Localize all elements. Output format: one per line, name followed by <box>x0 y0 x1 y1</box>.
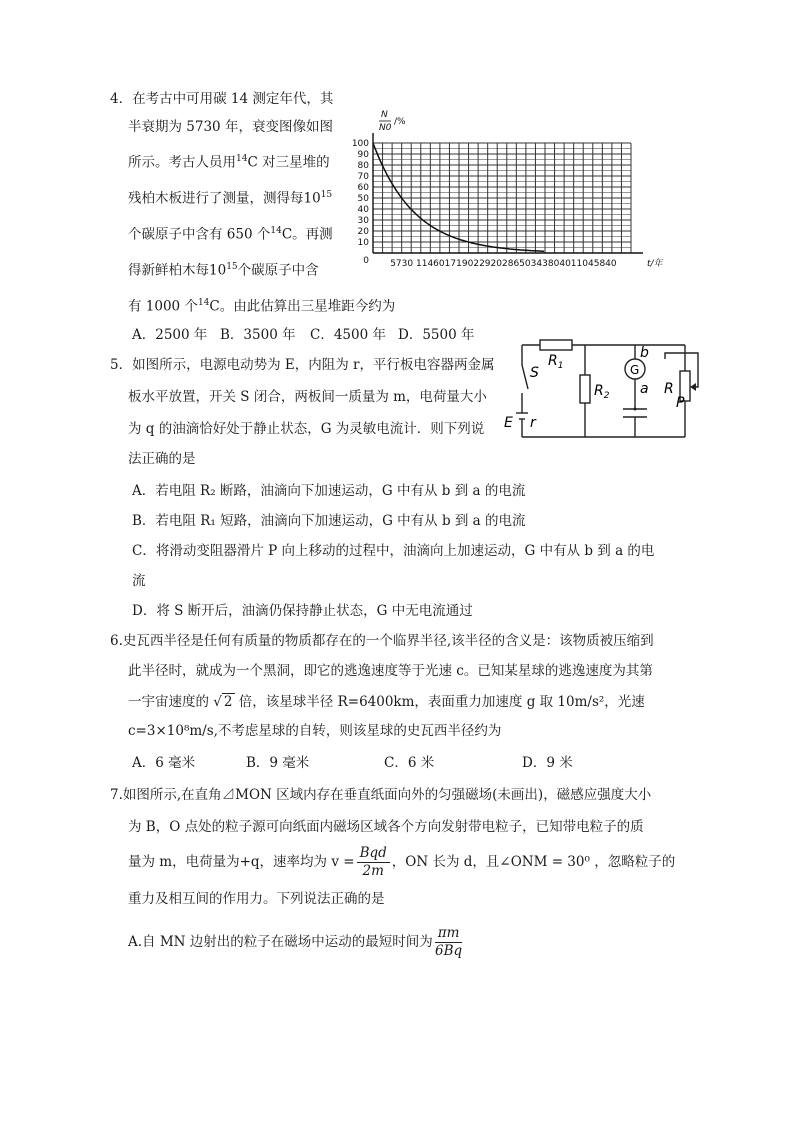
q4-option-c: C．4500 年 <box>310 327 386 343</box>
q5-line-4: 法正确的是 <box>128 451 196 467</box>
time-fraction: $\frac{\pi m}{6Bq}$ <box>435 925 463 959</box>
q6-option-d: D．9 米 <box>522 755 573 771</box>
q4-line-5: 个碳原子中含有 650 个$^{14}$C。再测 <box>128 226 333 243</box>
q5-option-a: A．若电阻 R₂ 断路，油滴向下加速运动，G 中有从 b 到 a 的电流 <box>132 483 526 499</box>
y-tick-label: 30 <box>357 216 369 226</box>
q5-line-1: 5．如图所示，电源电动势为 E，内阻为 r，平行板电容器两金属 <box>110 357 495 373</box>
q6-option-b: B．9 毫米 <box>246 755 310 771</box>
q6-option-c: C．6 米 <box>384 755 435 771</box>
q4-line-7: 有 1000 个$^{14}$C。由此估算出三星堆距今约为 <box>128 298 396 315</box>
decay-chart <box>345 105 690 285</box>
label-p: P <box>676 395 685 411</box>
x-tick-label: 22920 <box>473 259 502 269</box>
y-tick-label: 70 <box>357 172 369 182</box>
label-r1: $R_1$ <box>548 353 564 371</box>
label-b: b <box>640 345 649 361</box>
q6-line-2: 此半径时，就成为一个黑洞，即它的逃逸速度等于光速 c。已知某星球的逃逸速度为其第 <box>128 663 653 679</box>
label-r: R <box>664 381 674 397</box>
x-tick-label: 5730 <box>390 259 414 269</box>
q4-option-b: B．3500 年 <box>220 327 296 343</box>
q4-line-6: 得新鲜柏木每$10^{15}$个碳原子中含 <box>128 262 319 279</box>
q5-line-3: 为 q 的油滴恰好处于静止状态，G 为灵敏电流计．则下列说 <box>128 421 485 437</box>
resistor-r1 <box>540 340 572 350</box>
x-axis-label: t/年 <box>647 259 663 269</box>
label-g: G <box>630 363 640 377</box>
q6-line-4: c=3×10⁸m/s,不考虑星球的自转，则该星球的史瓦西半径约为 <box>128 723 502 739</box>
x-tick-label: 40110 <box>559 259 588 269</box>
q7-line-4: 重力及相互间的作用力。下列说法正确的是 <box>128 891 385 907</box>
label-a: a <box>640 381 649 397</box>
q5-option-d: D．将 S 断开后，油滴仍保持静止状态，G 中无电流通过 <box>132 603 473 619</box>
y-tick-label: 10 <box>357 238 369 248</box>
x-tick-label: 28650 <box>502 259 531 269</box>
q6-line-1: 6.史瓦西半径是任何有质量的物质都存在的一个临界半径,该半径的含义是：该物质被压缩到 <box>110 633 654 649</box>
q7-line-1: 7.如图所示,在直角⊿MON 区域内存在垂直纸面向外的匀强磁场(未画出)，磁感应强度大小 <box>110 787 652 803</box>
x-tick-label: 17190 <box>444 259 474 269</box>
q4-line-4: 残柏木板进行了测量，测得每$10^{15}$ <box>128 190 333 207</box>
label-r-internal: r <box>530 415 536 431</box>
chart-marks <box>352 110 664 269</box>
label-e: E <box>504 415 513 431</box>
slider-p-arrow <box>690 383 696 391</box>
q7-option-a: A.自 MN 边射出的粒子在磁场中运动的最短时间为 $\frac{\pi m}{6Bq}$ <box>128 925 463 959</box>
q5-line-2: 板水平放置，开关 S 闭合，两板间一质量为 m，电荷量大小 <box>128 389 487 405</box>
y-tick-label: 100 <box>351 139 369 149</box>
label-s: S <box>530 365 539 381</box>
origin-label: 0 <box>363 256 369 266</box>
q4-line-2: 半衰期为 5730 年，衰变图像如图 <box>128 119 333 135</box>
y-axis-label-den: N0 <box>379 123 392 133</box>
y-tick-label: 90 <box>357 150 369 160</box>
switch-s <box>522 365 528 389</box>
q5-option-b: B．若电阻 R₁ 短路，油滴向下加速运动，G 中有从 b 到 a 的电流 <box>132 513 526 529</box>
q6-option-a: A．6 毫米 <box>132 755 196 771</box>
circuit-diagram <box>500 335 700 450</box>
y-tick-label: 50 <box>357 194 369 204</box>
y-tick-label: 80 <box>357 161 369 171</box>
q7-line-2: 为 B，O 点处的粒子源可向纸面内磁场区域各个方向发射带电粒子，已知带电粒子的质 <box>128 819 644 835</box>
label-r2: $R_2$ <box>594 383 610 401</box>
q6-line-3: 一宇宙速度的 √ 2 倍，该星球半径 R=6400km，表面重力加速度 g 取 10m/s²，光速 <box>128 694 645 710</box>
q5-option-c: C．将滑动变阻器滑片 P 向上移动的过程中，油滴向上加速运动，G 中有从 b 到 a 的电 <box>132 543 655 559</box>
q7-line-3: 量为 m，电荷量为+q，速率均为 v = $\frac{\text{Bqd}}{2m}$ ，ON 长为 d，且∠ONM = 30⁰ ，忽略粒子的 <box>128 845 676 879</box>
q4-line-3: 所示。考古人员用$^{14}$C 对三星堆的 <box>128 154 330 171</box>
velocity-fraction: $\frac{\text{Bqd}}{2m}$ <box>357 845 390 880</box>
q4-option-d: D．5500 年 <box>398 327 475 343</box>
x-tick-label: 34380 <box>530 259 560 269</box>
y-axis-label-num: N <box>381 110 388 120</box>
q4-line-1: 4．在考古中可用碳 14 测定年代，其 <box>110 91 334 107</box>
y-tick-label: 40 <box>357 205 369 215</box>
x-tick-label: 11460 <box>416 259 445 269</box>
x-tick-label: 45840 <box>588 259 617 269</box>
y-tick-label: 60 <box>357 183 369 193</box>
q5-option-c-cont: 流 <box>132 573 146 589</box>
chart-grid <box>373 143 631 253</box>
y-axis-label-unit: /% <box>394 117 406 127</box>
q4-option-a: A．2500 年 <box>132 327 208 343</box>
y-tick-label: 20 <box>357 227 369 237</box>
resistor-r2 <box>580 375 590 403</box>
